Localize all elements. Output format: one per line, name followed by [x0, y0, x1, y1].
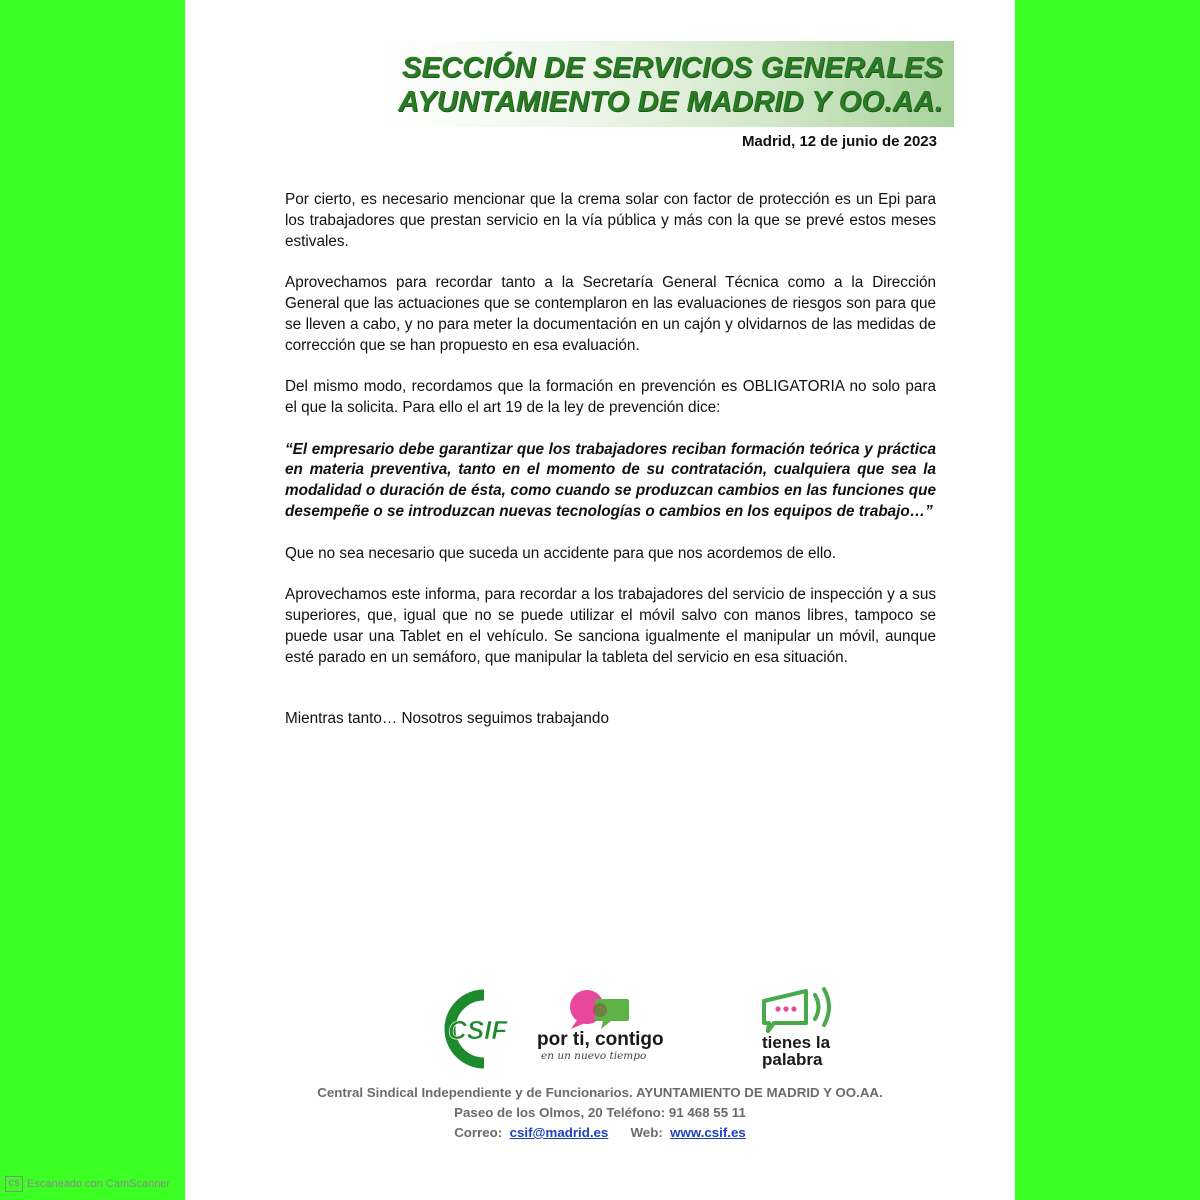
csif-logo	[426, 989, 526, 1069]
camscanner-icon: CS	[5, 1176, 23, 1192]
footer-organization: Central Sindical Independiente y de Funcionarios. AYUNTAMIENTO DE MADRID Y OO.AA.	[317, 1085, 883, 1100]
logos-row	[185, 985, 1015, 1070]
svg-text:en un nuevo tiempo: en un nuevo tiempo	[541, 1050, 647, 1062]
por-ti-contigo-logo	[537, 987, 687, 1062]
header-title-line2: AYUNTAMIENTO DE MADRID Y OO.AA.	[398, 86, 943, 118]
footer	[185, 1083, 1015, 1143]
footer-contact	[185, 1123, 1015, 1143]
footer-correo-label: Correo:	[454, 1125, 503, 1140]
svg-text:palabra: palabra	[762, 1050, 823, 1069]
header-title-line1: SECCIÓN DE SERVICIOS GENERALES	[402, 52, 943, 84]
document-date: Madrid, 12 de junio de 2023	[741, 133, 937, 150]
paragraph-accident: Que no sea necesario que suceda un accidente para que nos acordemos de ello.	[285, 544, 837, 562]
paragraph-sunscreen: Por cierto, es necesario mencionar que la crema solar con factor de protección es un Epi para los trabajadores que prestan servicio en la vía pública y más con la que se prevé estos meses estivales.	[285, 191, 936, 250]
document-body	[285, 190, 936, 751]
tienes-la-palabra-logo	[758, 985, 868, 1070]
website-link[interactable]: www.csif.es	[670, 1125, 746, 1140]
document-page	[185, 0, 1015, 1200]
camscanner-watermark	[5, 1176, 170, 1192]
paragraph-mobile-tablet: Aprovechamos este informa, para recordar a los trabajadores del servicio de inspección y a sus superiores, que, igual que no se puede utilizar el móvil salvo con manos libres, tampoco se puede usar una Tablet en el vehículo. Se sanciona igualmente el manipular un móvil, aunque esté parado en un semáforo, que manipular la tableta del servicio en esa situación.	[285, 586, 936, 666]
svg-text:por ti, contigo: por ti, contigo	[537, 1029, 664, 1050]
paragraph-training: Del mismo modo, recordamos que la formación en prevención es OBLIGATORIA no solo para el que la solicita. Para ello el art 19 de la ley de prevención dice:	[285, 378, 936, 416]
footer-address-phone: Paseo de los Olmos, 20 Teléfono: 91 468 55 11	[454, 1105, 746, 1120]
svg-text:CSIF: CSIF	[448, 1015, 508, 1045]
paragraph-risk-evaluation: Aprovechamos para recordar tanto a la Secretaría General Técnica como a la Dirección General que las actuaciones que se contemplaron en las evaluaciones de riesgos son para que se lleven a cabo, y no para meter la documentación en un cajón y olvidarnos de las medidas de corrección que se han propuesto en esa evaluación.	[285, 274, 936, 354]
camscanner-text: Escaneado con CamScanner	[27, 1178, 171, 1190]
law-quote: “El empresario debe garantizar que los trabajadores reciban formación teórica y práctica en materia preventiva, tanto en el momento de su contratación, cualquiera que sea la modalidad o duración de ésta, como cuando se produzcan cambios en las funciones que desempeñe o se introduzcan nuevas tecnologías o cambios en los equipos de trabajo…”	[285, 440, 936, 520]
svg-text:tienes la: tienes la	[762, 1033, 831, 1052]
email-link[interactable]: csif@madrid.es	[509, 1125, 609, 1140]
closing-line: Mientras tanto… Nosotros seguimos trabajando	[285, 710, 609, 728]
footer-web-label: Web:	[630, 1125, 663, 1140]
